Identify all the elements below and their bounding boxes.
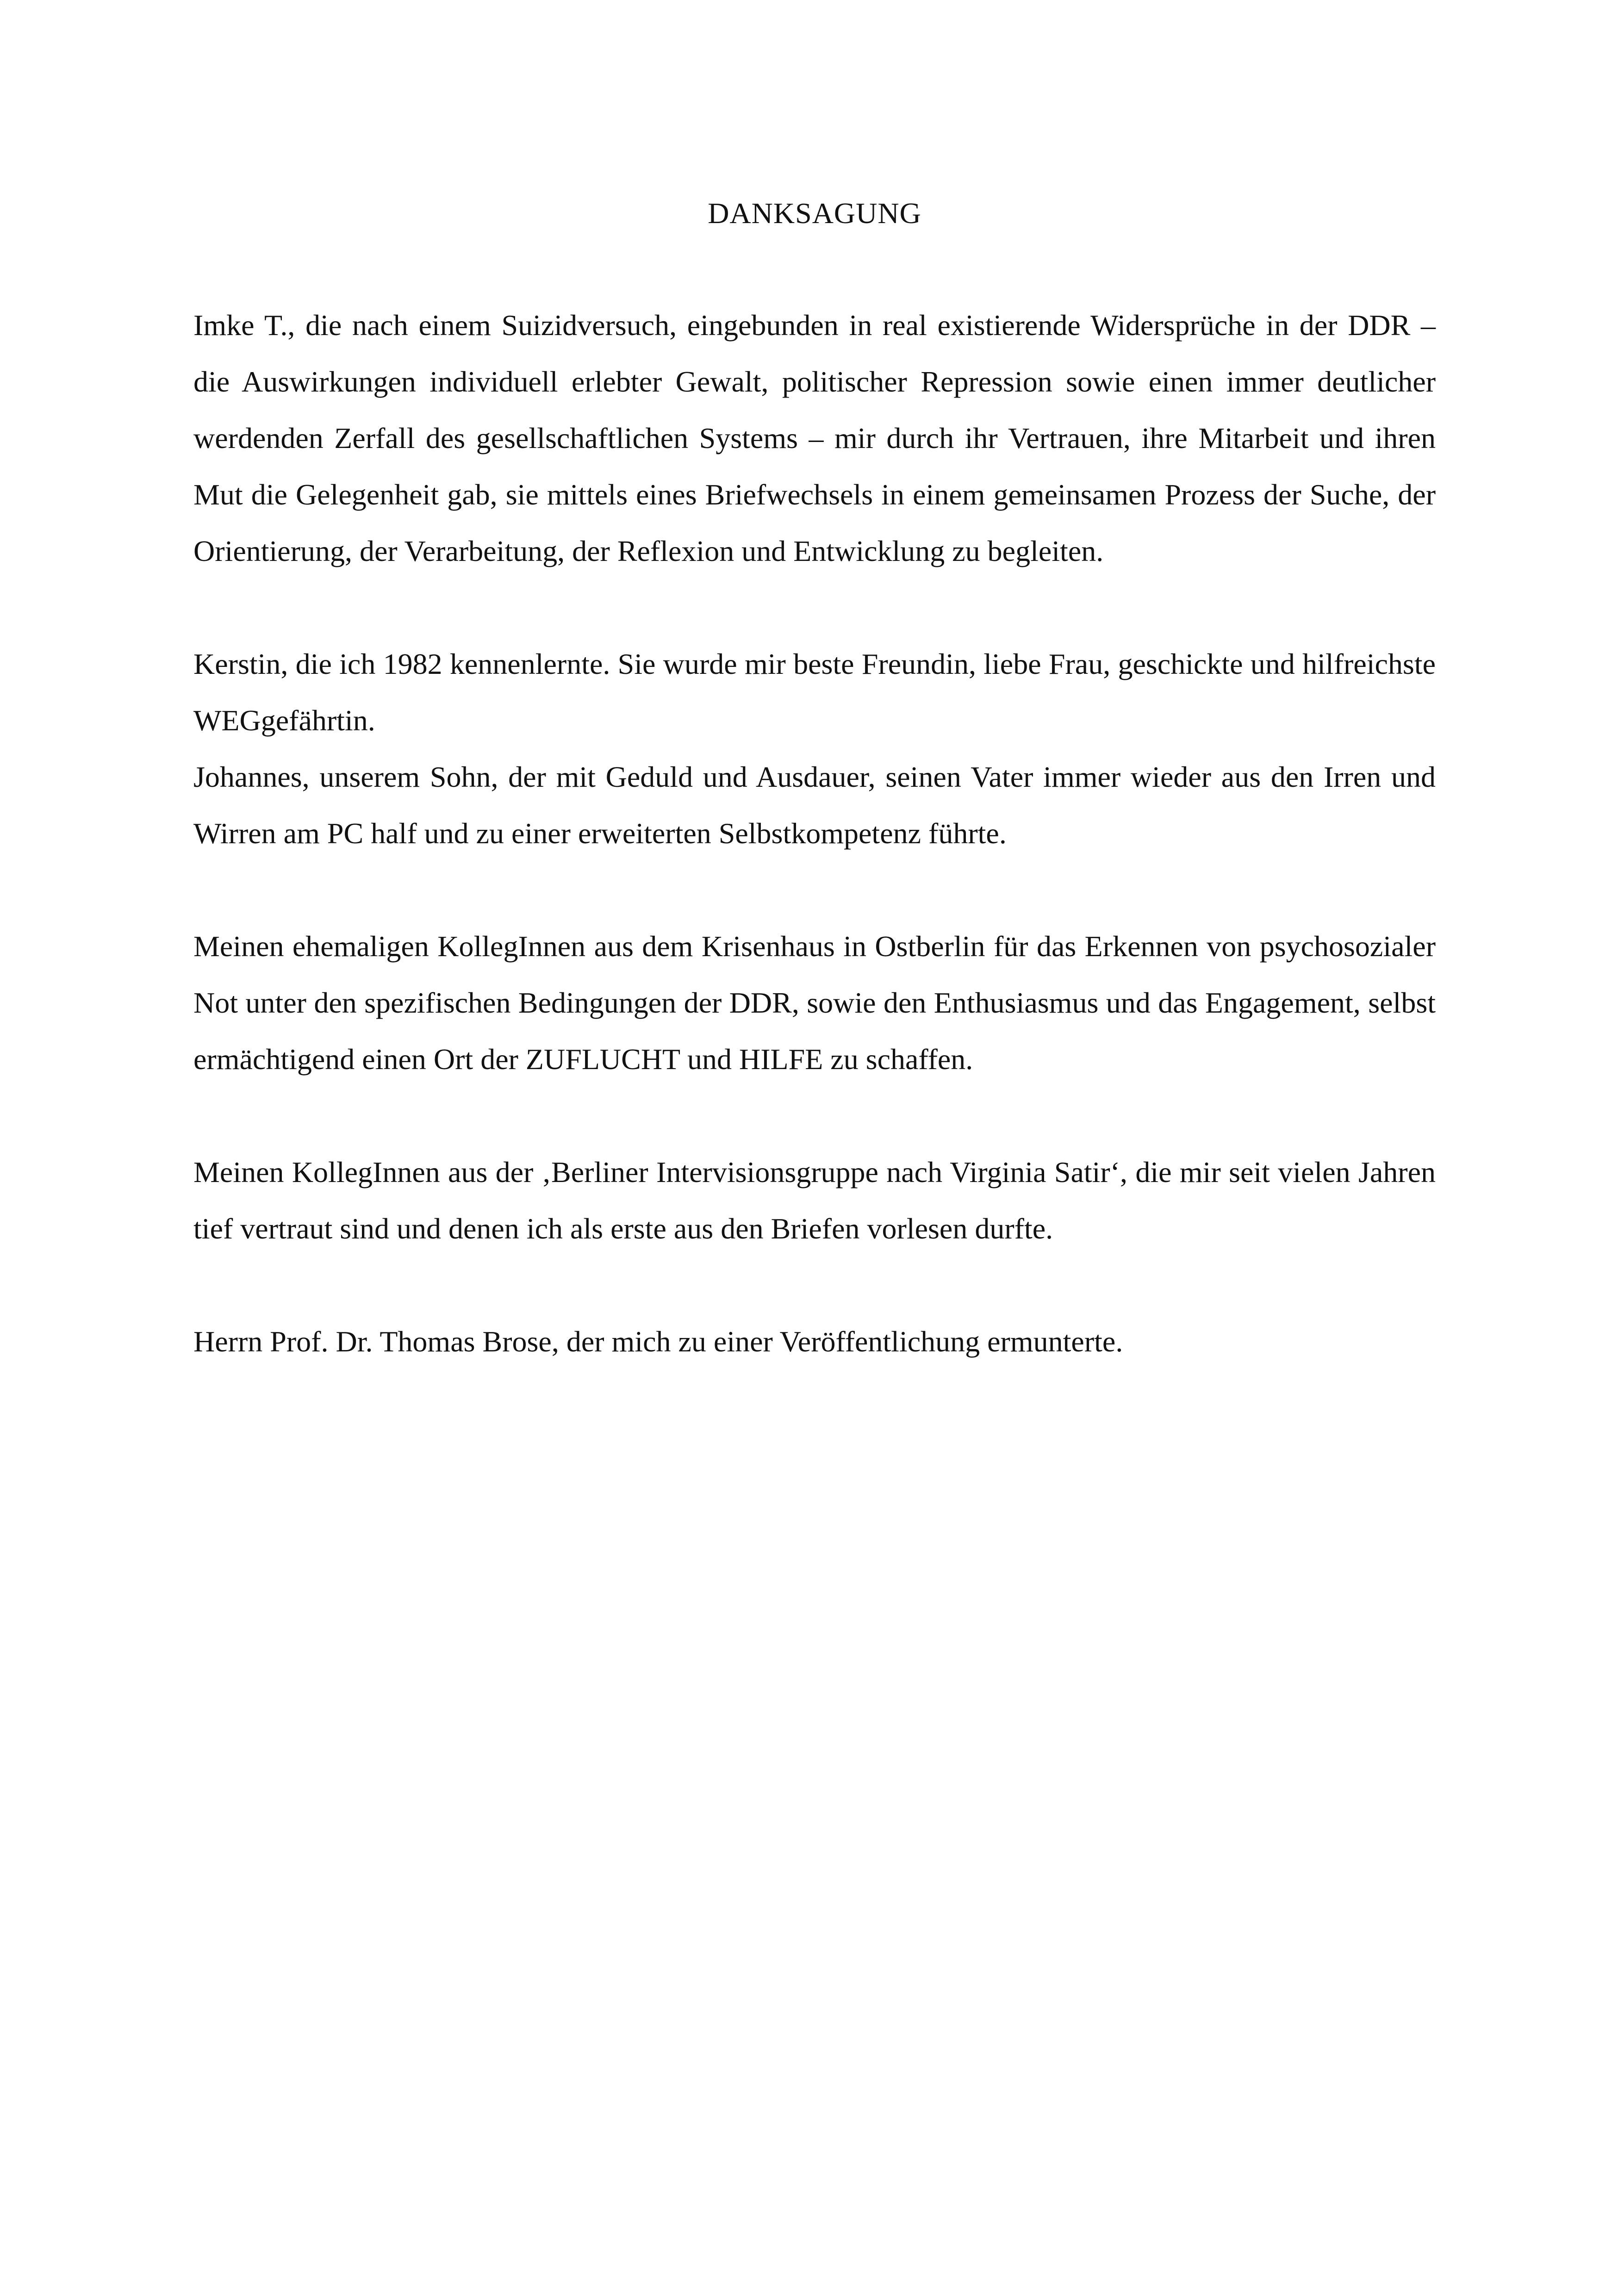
paragraph-brose: Herrn Prof. Dr. Thomas Brose, der mich zu einer Veröffentlichung ermunterte. xyxy=(193,1325,1123,1358)
spacer xyxy=(193,242,1436,297)
paragraph-intervisionsgruppe: Meinen KollegInnen aus der ‚Berliner Intervisionsgruppe nach Virginia Satir‘, die mir seit vielen Jahren tief vertraut sind und denen ich als erste aus den Briefen vorlesen durfte. xyxy=(193,1156,1436,1245)
paragraph-kerstin: Kerstin, die ich 1982 kennenlernte. Sie wurde mir beste Freundin, liebe Frau, geschickte und hilfreichste WEGgefährtin. xyxy=(193,647,1436,737)
paragraph-imke: Imke T., die nach einem Suizidversuch, eingebunden in real existierende Widersprüche in der DDR – die Auswirkungen individuell erlebter Gewalt, politischer Repression sowie einen immer deutlicher werdenden Zerfall des gesellschaftlichen Systems – mir durch ihr Vertrauen, ihre Mitarbeit und ihren Mut die Gelegenheit gab, sie mittels eines Briefwechsels in einem gemeinsamen Prozess der Suche, der Orientierung, der Verarbeitung, der Reflexion und Entwicklung zu begleiten. xyxy=(193,309,1436,567)
spacer xyxy=(193,1088,1436,1144)
spacer xyxy=(193,862,1436,918)
paragraph-krisenhaus: Meinen ehemaligen KollegInnen aus dem Krisenhaus in Ostberlin für das Erkennen von psychosozialer Not unter den spezifischen Bedingungen der DDR, sowie den Enthusiasmus und das Engagement, selbst ermächtigend einen Ort der ZUFLUCHT und HILFE zu schaffen. xyxy=(193,930,1436,1076)
spacer xyxy=(193,579,1436,636)
paragraph-johannes: Johannes, unserem Sohn, der mit Geduld und Ausdauer, seinen Vater immer wieder aus den Irren und Wirren am PC half und zu einer erweiterten Selbstkompetenz führte. xyxy=(193,760,1436,850)
document-body xyxy=(193,185,1436,1370)
page-title: DANKSAGUNG xyxy=(708,197,921,230)
spacer xyxy=(193,1257,1436,1313)
